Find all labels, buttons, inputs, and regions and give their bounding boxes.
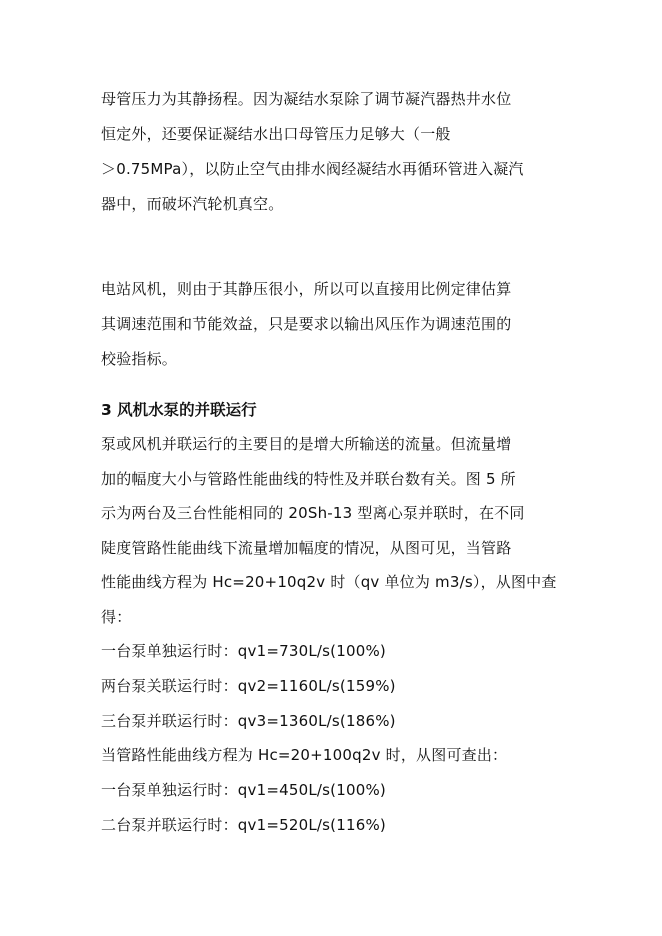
document-page [101, 82, 571, 843]
text-line: 示为两台及三台性能相同的 20Sh-13 型离心泵并联时，在不同 [101, 504, 525, 522]
text-line: 校验指标。 [101, 350, 178, 368]
section-heading: 3 风机水泵的并联运行 [101, 401, 257, 419]
result-line: 当管路性能曲线方程为 Hc=20+100q2v 时，从图可查出： [101, 746, 508, 765]
text-line: 器中，而破坏汽轮机真空。 [101, 195, 284, 213]
text-line: 其调速范围和节能效益，只是要求以输出风压作为调速范围的 [101, 315, 512, 333]
result-line: 三台泵并联运行时：qv3=1360L/s(186%) [101, 711, 396, 730]
results-list [101, 634, 571, 843]
result-line: 一台泵单独运行时：qv1=450L/s(100%) [101, 781, 386, 800]
result-line: 两台泵关联运行时：qv2=1160L/s(159%) [101, 676, 396, 695]
text-line: 陡度管路性能曲线下流量增加幅度的情况，从图可见，当管路 [101, 538, 512, 557]
text-line: 加的幅度大小与管路性能曲线的特性及并联台数有关。图 5 所 [101, 469, 516, 488]
text-line: 电站风机，则由于其静压很小，所以可以直接用比例定律估算 [101, 280, 512, 298]
paragraph-parallel-operation [101, 427, 571, 634]
text-line: 性能曲线方程为 Hc=20+10q2v 时（qv 单位为 m3/s），从图中查 [101, 573, 557, 591]
text-line: ＞0.75MPa），以防止空气由排水阀经凝结水再循环管进入凝汽 [101, 160, 524, 178]
result-line: 二台泵并联运行时：qv1=520L/s(116%) [101, 815, 386, 834]
paragraph-power-station-fan [101, 272, 571, 377]
result-line: 一台泵单独运行时：qv1=730L/s(100%) [101, 642, 386, 660]
text-line: 恒定外，还要保证凝结水出口母管压力足够大（一般 [101, 125, 451, 143]
text-line: 母管压力为其静扬程。因为凝结水泵除了调节凝汽器热井水位 [101, 90, 512, 108]
text-line: 泵或风机并联运行的主要目的是增大所输送的流量。但流量增 [101, 435, 512, 453]
paragraph-condensate-pump [101, 82, 571, 222]
text-line: 得： [101, 607, 132, 626]
